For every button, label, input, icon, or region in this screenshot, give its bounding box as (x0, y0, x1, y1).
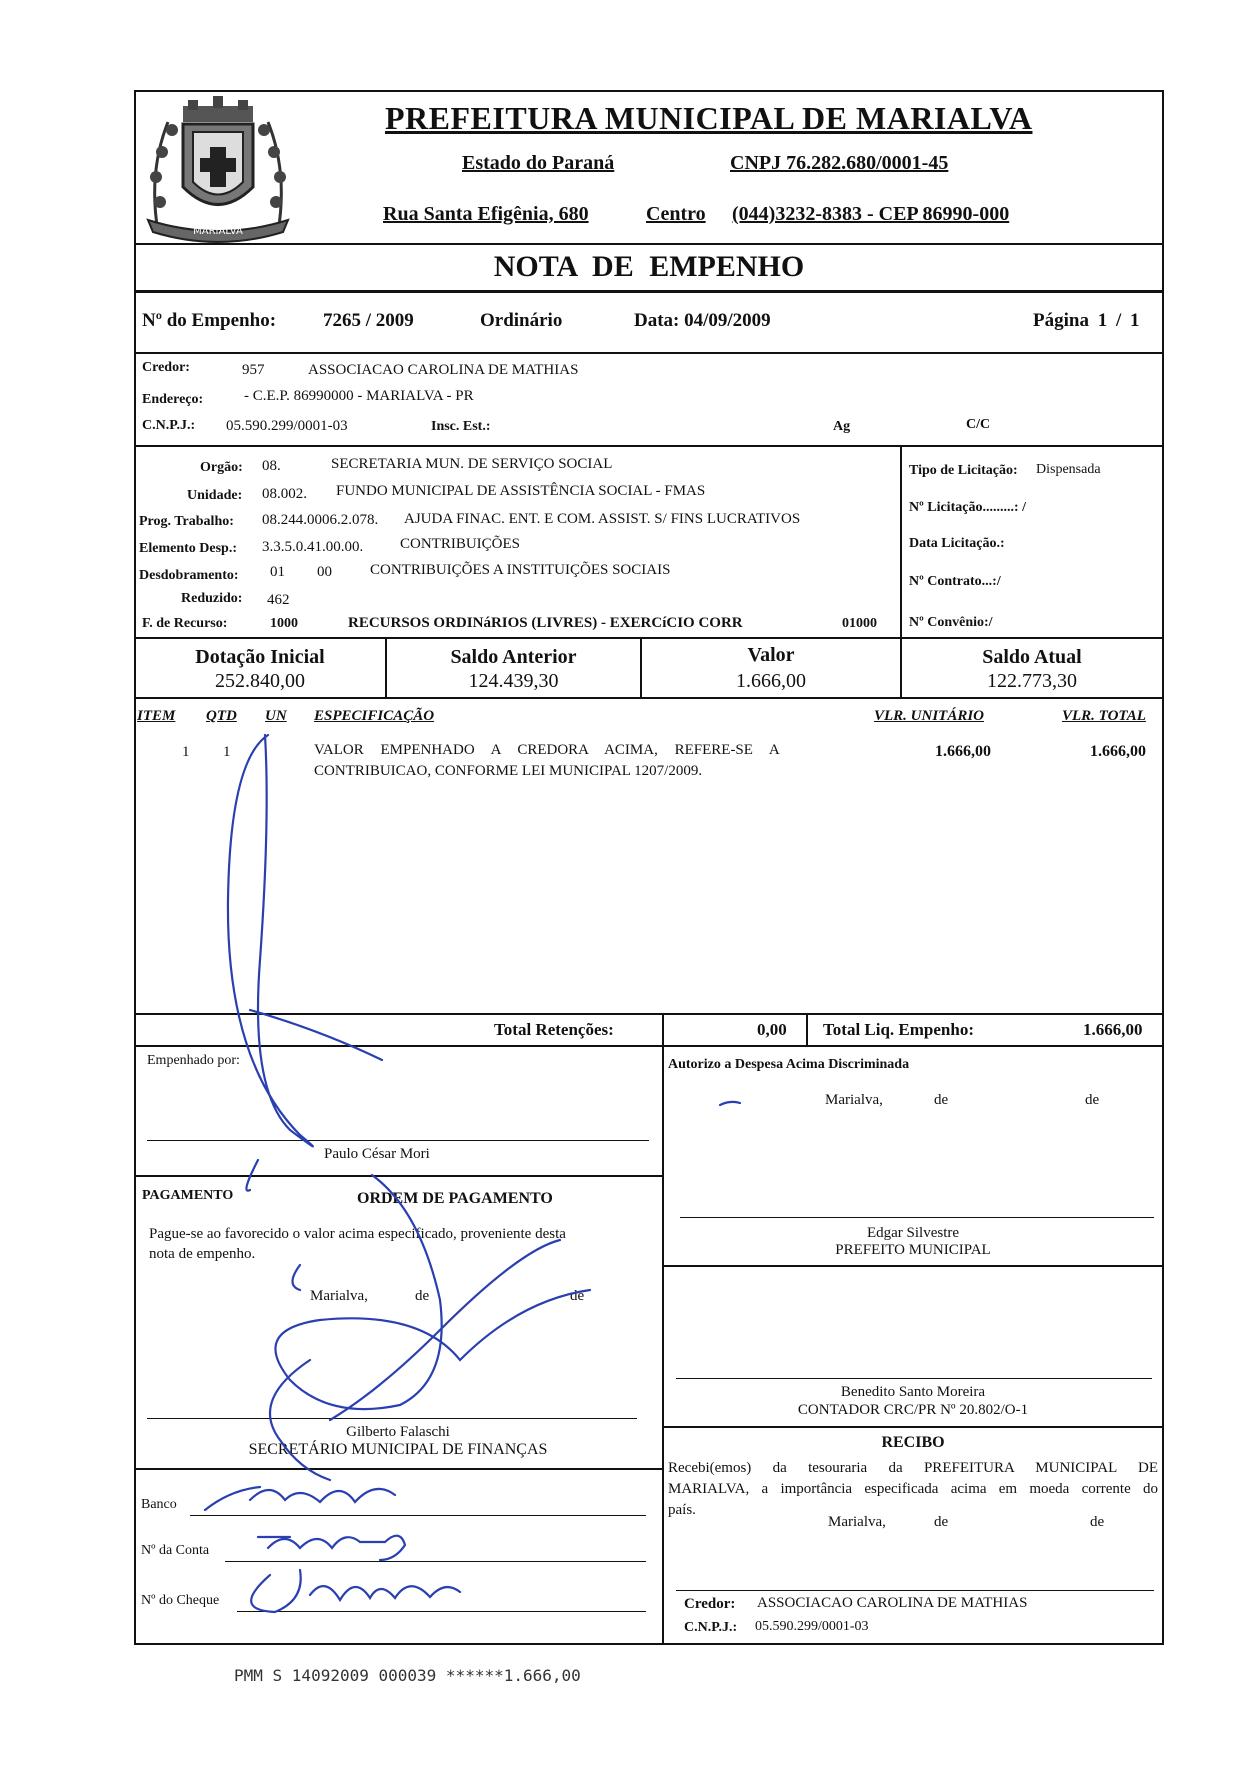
divider (806, 1013, 808, 1045)
total-retencoes-label: Total Retenções: (494, 1020, 614, 1039)
doc-title: NOTA DE EMPENHO (493, 250, 805, 283)
signature-line (676, 1590, 1154, 1591)
header-district: Centro (646, 203, 706, 225)
divider (134, 1175, 662, 1177)
item-unit-value: 1.666,00 (935, 743, 991, 760)
signature-line (147, 1140, 649, 1141)
recibo-city: Marialva, (828, 1514, 886, 1530)
num-contrato: Nº Contrato...:/ (909, 574, 1001, 589)
cheque-field[interactable] (237, 1611, 646, 1612)
prog-code: 08.244.0006.2.078. (262, 512, 379, 528)
empenho-number-label: Nº do Empenho: (142, 310, 277, 331)
saldo-anterior-value: 124.439,30 (468, 670, 559, 692)
recibo-cnpj: 05.590.299/0001-03 (755, 1619, 869, 1634)
desdobramento-b: 00 (317, 564, 332, 580)
ag-label: Ag (833, 419, 851, 434)
item-qtd: 1 (223, 744, 231, 760)
total-retencoes-value: 0,00 (757, 1020, 787, 1039)
signature-line (680, 1217, 1154, 1218)
elemento-name: CONTRIBUIÇÕES (400, 536, 521, 552)
divider (134, 290, 1164, 293)
prog-label: Prog. Trabalho: (139, 514, 234, 529)
prefeito-name: Edgar Silvestre (866, 1225, 960, 1241)
cheque-label: Nº do Cheque (141, 1593, 220, 1608)
unidade-label: Unidade: (187, 488, 243, 503)
conta-field[interactable] (225, 1561, 646, 1562)
contador-title: CONTADOR CRC/PR Nº 20.802/O-1 (797, 1402, 1029, 1418)
orgao-name: SECRETARIA MUN. DE SERVIÇO SOCIAL (331, 456, 613, 472)
signature-line (147, 1418, 637, 1419)
saldo-atual-value: 122.773,30 (987, 670, 1077, 692)
tipo-licitacao-label: Tipo de Licitação: (909, 463, 1018, 478)
municipal-coat-of-arms-icon (138, 92, 298, 244)
divider (134, 1468, 662, 1470)
col-header-un: UN (265, 708, 287, 724)
empenho-date: Data: 04/09/2009 (634, 310, 771, 331)
header-street: Rua Santa Efigênia, 680 (383, 203, 589, 225)
num-convenio: Nº Convênio:/ (909, 615, 993, 630)
recibo-text1: Recebi(emos) da tesouraria da PREFEITURA MUNICIPAL DE (668, 1460, 1158, 1476)
conta-label: Nº da Conta (141, 1543, 210, 1558)
col-header-vlr-total: VLR. TOTAL (1062, 708, 1146, 724)
item-total-value: 1.666,00 (1090, 743, 1146, 760)
divider (662, 1045, 664, 1645)
fonte-recurso-num: 01000 (842, 616, 877, 631)
endereco-value: - C.E.P. 86990000 - MARIALVA - PR (244, 388, 474, 404)
secretario-name: Gilberto Falaschi (346, 1424, 450, 1440)
item-number: 1 (182, 744, 190, 760)
col-header-qtd: QTD (206, 708, 237, 724)
svg-text:MARIALVA: MARIALVA (193, 226, 243, 237)
item-desc-line1: VALOR EMPENHADO A CREDORA ACIMA, REFERE-SE A (314, 742, 780, 758)
autorizo-de2: de (1085, 1092, 1100, 1108)
prog-name: AJUDA FINAC. ENT. E COM. ASSIST. S/ FINS LUCRATIVOS (404, 511, 801, 527)
pagamento-text1: Pague-se ao favorecido o valor acima especificado, proveniente desta (149, 1226, 566, 1242)
cnpj-label: C.N.P.J.: (142, 418, 196, 433)
processing-stamp: PMM S 14092009 000039 ******1.666,00 (234, 1666, 581, 1685)
divider (662, 1426, 1164, 1428)
reduzido-value: 462 (267, 592, 290, 608)
recibo-credor-name: ASSOCIACAO CAROLINA DE MATHIAS (757, 1595, 1028, 1611)
tipo-licitacao-value: Dispensada (1036, 462, 1101, 477)
orgao-code: 08. (262, 458, 281, 474)
recibo-de2: de (1090, 1514, 1105, 1530)
contador-name: Benedito Santo Moreira (840, 1384, 986, 1400)
col-header-item: ITEM (137, 708, 176, 724)
recibo-credor-label: Credor: (684, 1596, 736, 1612)
divider (134, 243, 1164, 245)
col-header-especificacao: ESPECIFICAÇÃO (314, 708, 435, 724)
item-desc-line2: CONTRIBUICAO, CONFORME LEI MUNICIPAL 1207/2009. (314, 763, 703, 779)
recibo-title: RECIBO (881, 1434, 945, 1451)
reduzido-label: Reduzido: (181, 591, 243, 606)
saldo-atual-label: Saldo Atual (982, 646, 1082, 668)
ordem-pagamento-label: ORDEM DE PAGAMENTO (357, 1190, 553, 1207)
valor-label: Valor (747, 644, 795, 666)
divider (134, 697, 1164, 699)
credor-code: 957 (242, 362, 265, 378)
fonte-recurso-name: RECURSOS ORDINáRIOS (LIVRES) - EXERCíCIO CORR (348, 615, 743, 631)
empenho-type: Ordinário (480, 310, 563, 331)
divider (134, 352, 1164, 354)
empenho-number: 7265 / 2009 (323, 310, 414, 331)
header-title: PREFEITURA MUNICIPAL DE MARIALVA (385, 100, 1033, 136)
autorizo-label: Autorizo a Despesa Acima Discriminada (668, 1057, 910, 1072)
elemento-code: 3.3.5.0.41.00.00. (262, 539, 364, 555)
credor-name: ASSOCIACAO CAROLINA DE MATHIAS (308, 362, 579, 378)
desdobramento-a: 01 (270, 564, 285, 580)
desdobramento-label: Desdobramento: (139, 568, 239, 583)
divider (900, 445, 902, 638)
banco-field[interactable] (190, 1515, 646, 1516)
dotacao-inicial-value: 252.840,00 (215, 670, 305, 692)
autorizo-de1: de (934, 1092, 949, 1108)
orgao-label: Orgão: (200, 460, 243, 475)
header-state: Estado do Paraná (462, 152, 615, 174)
pagamento-de1: de (415, 1288, 430, 1304)
fonte-recurso-label: F. de Recurso: (142, 616, 228, 631)
divider (134, 1013, 1164, 1015)
prefeito-title: PREFEITO MUNICIPAL (835, 1242, 991, 1258)
dotacao-inicial-label: Dotação Inicial (195, 646, 325, 668)
secretario-title: SECRETÁRIO MUNICIPAL DE FINANÇAS (248, 1441, 548, 1458)
empenhado-por-label: Empenhado por: (147, 1053, 240, 1068)
divider (134, 1045, 1164, 1047)
recibo-text3: país. (668, 1502, 696, 1518)
autorizo-city: Marialva, (825, 1092, 883, 1108)
pagamento-text2: nota de empenho. (149, 1246, 256, 1262)
fonte-recurso-code: 1000 (270, 616, 298, 631)
pagamento-de2: de (570, 1288, 585, 1304)
recibo-text2: MARIALVA, a importância especificada acima em moeda corrente do (668, 1481, 1158, 1497)
desdobramento-name: CONTRIBUIÇÕES A INSTITUIÇÕES SOCIAIS (370, 562, 671, 578)
header-cnpj: CNPJ 76.282.680/0001-45 (730, 152, 949, 174)
cnpj-value: 05.590.299/0001-03 (226, 418, 348, 434)
banco-label: Banco (141, 1497, 177, 1512)
total-liq-value: 1.666,00 (1083, 1020, 1143, 1039)
pagamento-city: Marialva, (310, 1288, 368, 1304)
divider (662, 1013, 664, 1045)
divider (662, 1265, 1164, 1267)
unidade-code: 08.002. (262, 486, 307, 502)
header-phone-cep: (044)3232-8383 - CEP 86990-000 (732, 203, 1010, 225)
col-header-vlr-unitario: VLR. UNITÁRIO (874, 708, 985, 724)
recibo-de1: de (934, 1514, 949, 1530)
data-licitacao: Data Licitação.: (909, 536, 1005, 551)
empenhado-por-name: Paulo César Mori (324, 1146, 430, 1162)
valor-value: 1.666,00 (736, 670, 806, 692)
signature-line (676, 1378, 1152, 1379)
elemento-label: Elemento Desp.: (139, 541, 237, 556)
pagamento-label: PAGAMENTO (142, 1188, 234, 1203)
recibo-cnpj-label: C.N.P.J.: (684, 1620, 738, 1635)
divider (134, 637, 1164, 639)
page-number: Página 1 / 1 (1033, 310, 1140, 331)
endereco-label: Endereço: (142, 392, 204, 407)
credor-label: Credor: (142, 360, 190, 375)
saldo-anterior-label: Saldo Anterior (450, 646, 577, 668)
total-liq-label: Total Liq. Empenho: (823, 1020, 974, 1039)
unidade-name: FUNDO MUNICIPAL DE ASSISTÊNCIA SOCIAL - FMAS (336, 483, 706, 499)
insc-label: Insc. Est.: (431, 419, 491, 434)
cc-label: C/C (966, 417, 991, 432)
divider (134, 445, 1164, 447)
num-licitacao: Nº Licitação.........: / (909, 500, 1026, 515)
